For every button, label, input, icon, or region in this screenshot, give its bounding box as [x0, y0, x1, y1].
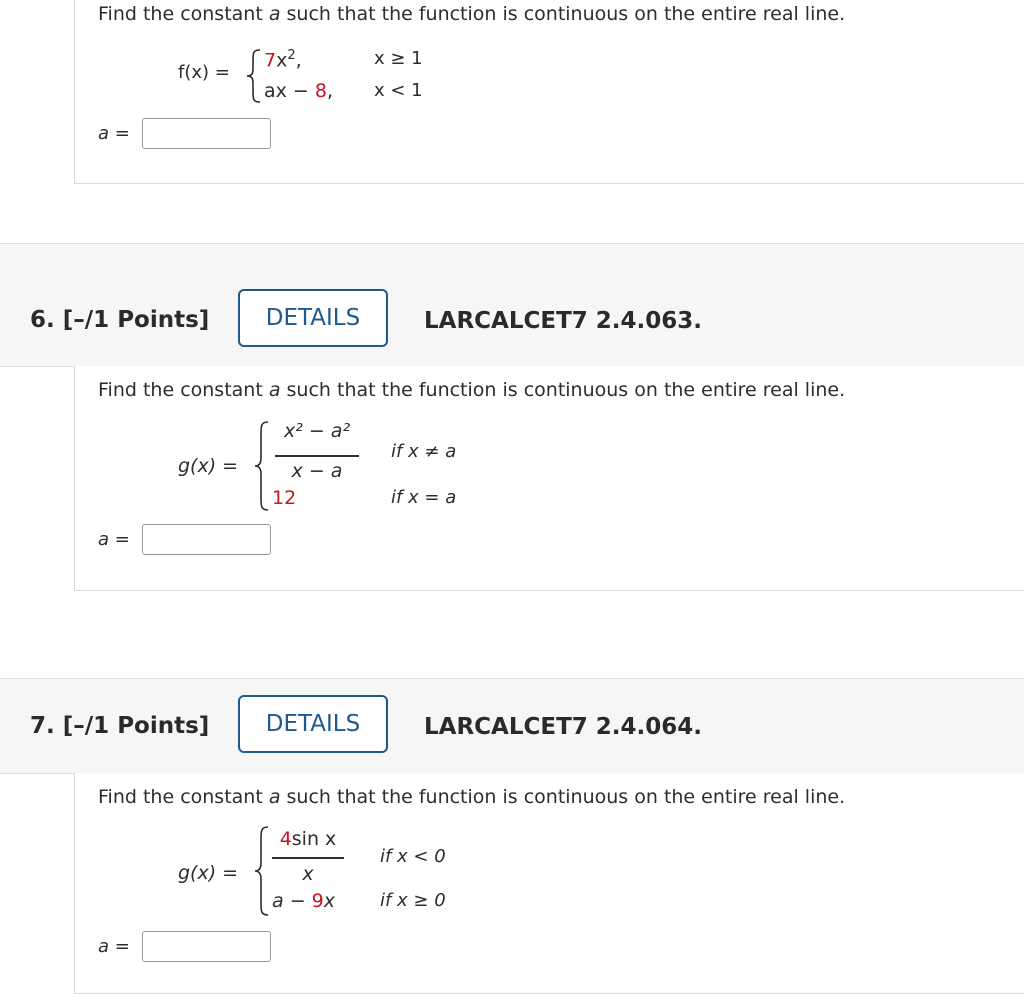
q7-fraction-bar [272, 857, 344, 859]
q6-fraction-numerator: x² − a² [283, 420, 351, 442]
q7-fraction-denominator: x [302, 863, 314, 885]
q7-left-brace-icon [254, 825, 270, 917]
question-7-number: 7. [–/1 Points] [30, 713, 210, 739]
q6-answer-label: a = [98, 529, 130, 550]
q7-case2-condition: if x ≥ 0 [380, 890, 446, 911]
q7-answer-label: a = [98, 936, 130, 957]
q5-case2-expression: ax − 8, [264, 80, 334, 102]
q7-fraction-numerator: 4sin x [279, 828, 337, 850]
q6-case1-condition: if x ≠ a [391, 441, 457, 462]
q5-left-brace-icon [246, 48, 262, 104]
q7-case2-expression: a − 9x [272, 890, 335, 912]
question-7-details-button[interactable]: DETAILS [238, 695, 388, 753]
q5-answer-label: a = [98, 123, 130, 144]
question-5-prompt: Find the constant a such that the function is continuous on the entire real line. [98, 3, 846, 25]
question-6-header [0, 243, 1024, 367]
question-6-prompt: Find the constant a such that the function is continuous on the entire real line. [98, 379, 846, 401]
q6-fraction-denominator: x − a [291, 460, 343, 482]
q5-case1-condition: x ≥ 1 [374, 48, 423, 69]
q5-function-name: f(x) = [178, 62, 230, 83]
question-6-course-ref: LARCALCET7 2.4.063. [424, 308, 703, 334]
q7-answer-input[interactable] [142, 931, 271, 962]
question-6-number: 6. [–/1 Points] [30, 307, 210, 333]
q6-case2-condition: if x = a [391, 487, 457, 508]
q6-case2-value: 12 [272, 487, 297, 509]
question-5-body [74, 0, 1024, 184]
q5-case1-expression: $7x^2$, [264, 48, 302, 72]
q7-case1-condition: if x < 0 [380, 846, 446, 867]
q6-answer-input[interactable] [142, 524, 271, 555]
question-6-details-button[interactable]: DETAILS [238, 289, 388, 347]
q5-answer-input[interactable] [142, 118, 271, 149]
question-7-prompt: Find the constant a such that the function is continuous on the entire real line. [98, 786, 846, 808]
q6-function-name: g(x) = [178, 455, 239, 477]
q6-left-brace-icon [254, 420, 270, 512]
q5-case2-condition: x < 1 [374, 80, 423, 101]
q6-fraction-bar [275, 455, 359, 457]
question-7-course-ref: LARCALCET7 2.4.064. [424, 714, 703, 740]
q7-function-name: g(x) = [178, 862, 239, 884]
